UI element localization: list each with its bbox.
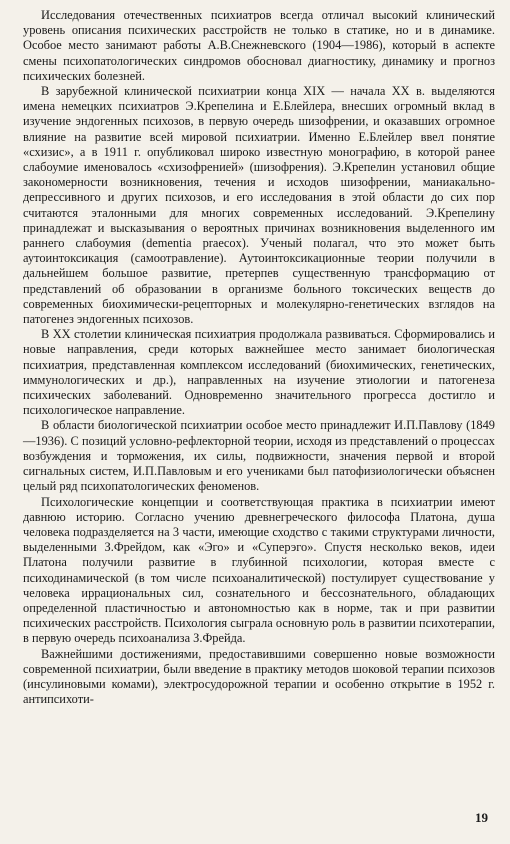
paragraph-achievements: Важнейшими достижениями, предоставившими совершенно новые возможности современной психиатрии, были введение в практику методов шоковой терапии психозов (инсулиновыми комами), электросудорожной терапии и особенно открытие в 1952 г. антипсихоти- [23,646,495,707]
page-number: 19 [475,810,488,825]
paragraph-biological-psychiatry: В XX столетии клиническая психиатрия продолжала развиваться. Сформировались и новые направления, среди которых важнейшее место занимает биологическая психиатрия, представленная комплексом исследований (биохимических, генетических, иммунологических и др.), направленных на изучение этиологии и патогенеза психических заболеваний. Одновременно значительного прогресса достигло и психологическое направление. [23,327,495,418]
paragraph-snezhnevsky: Исследования отечественных психиатров всегда отличал высокий клинический уровень описания психических расстройств не только в статике, но и в динамике. Особое место занимают работы А.В.Снежневского (1904—1986), который в аспекте смены психопатологических синдромов обосновал диагностику, динамику и прогноз психических болезней. [23,8,495,83]
paragraph-kraepelin-bleuler: В зарубежной клинической психиатрии конца XIX — начала XX в. выделяются имена немецких психиатров Э.Крепелина и Е.Блейлера, внесших огромный вклад в изучение эндогенных психозов, в первую очередь шизофрении, и оказавших огромное влияние на развитие всей мировой психиатрии. Именно Е.Блейлер ввел понятие «схизис», а в 1911 г. опубликовал широко известную монографию, в которой ранее слабоумие именовалось «схизофренией» (шизофрения). Э.Крепелин установил общие закономерности возникновения, течения и исходов шизофрении, маниакально-депрессивного и других психозов, и его исследования в этой области до сих пор считаются эталонными для многих современных исследований. Э.Крепелину принадлежат и высказывания о вероятных причинах возникновения выделенного им раннего слабоумия (dementia praecox). Ученый полагал, что это может быть аутоинтоксикация (самоотравление). Аутоинтоксикационные теории получили в дальнейшем большое развитие, претерпев существенную трансформацию от представлений об образовании в организме больного токсических веществ до современных биохимически-рецепторных и молекулярно-генетических взглядов на патогенез эндогенных психозов. [23,84,495,327]
paragraph-psychological-concepts: Психологические концепции и соответствующая практика в психиатрии имеют давнюю историю. Согласно учению древнегреческого философа Платона, душа человека подразделяется на 3 части, имеющие сходство с такими структурами личности, выделенными З.Фрейдом, как «Эго» и «Суперэго». Спустя несколько веков, идеи Платона получили развитие в глубинной психологии, которая вместе с психодинамической (в том числе психоаналитической) постулирует существование у человека иррациональных сил, сознательного и бессознательного, обладающих определенной пластичностью и автономностью как в норме, так и при развитии психических расстройств. Психология сыграла основную роль в развитии психотерапии, в первую очередь психоанализа З.Фрейда. [23,494,495,646]
paragraph-pavlov: В области биологической психиатрии особое место принадлежит И.П.Павлову (1849—1936). С позиций условно-рефлекторной теории, исходя из представлений о процессах возбуждения и торможения, их силы, подвижности, значения первой и второй сигнальных систем, И.П.Павловым и его учениками был патофизиологически объяснен целый ряд психопатологических феноменов. [23,418,495,494]
body-text [23,8,495,707]
